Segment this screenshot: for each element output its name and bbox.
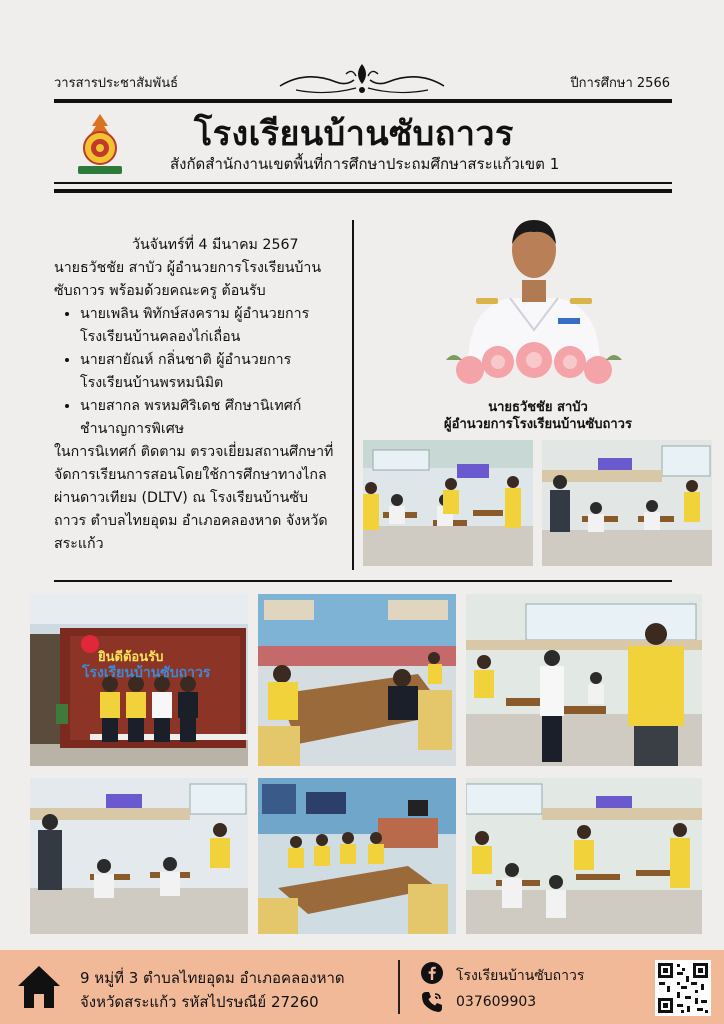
guest-item: • นายสากล พรหมศิริเดช ศึกษานิเทศก์ชำนาญการพิเศษ [80,395,334,441]
date-line: วันจันทร์ที่ 4 มีนาคม 2567 [132,237,299,253]
classroom-photo [363,440,533,566]
header-rule-1 [54,182,672,184]
affiliation: สังกัดสำนักงานเขตพื้นที่การศึกษาประถมศึกษาสระแก้วเขต 1 [170,155,560,173]
header-rule-2 [54,189,672,193]
header-rule-top [54,99,672,103]
classroom-visit-photo [466,594,702,766]
phone-icon[interactable] [420,990,444,1014]
guest-list [54,303,334,441]
classroom-photo [30,778,248,934]
portrait-role: ผู้อำนวยการโรงเรียนบ้านซับถาวร [444,417,632,432]
welcome-sign-line2: โรงเรียนบ้านซับถาวร [82,665,211,681]
guest-item: • นายเพลิน พิทักษ์สงคราม ผู้อำนวยการโรงเรียนบ้านคลองไก่เถื่อน [80,303,334,349]
address-line-2: จังหวัดสระแก้ว รหัสไปรษณีย์ 27260 [80,993,319,1011]
meeting-photo [258,594,456,766]
newsletter-label: วารสารประชาสัมพันธ์ [54,76,179,91]
meeting-photo [258,778,456,934]
qr-code[interactable] [655,960,711,1016]
welcome-sign-line1: ยินดีต้อนรับ [98,650,164,665]
home-icon [14,962,64,1012]
purpose-text: ในการนิเทศก์ ติดตาม ตรวจเยี่ยมสถานศึกษาที่จัดการเรียนการสอนโดยใช้การศึกษาทางไกลผ่านดาวเทียม (DLTV) ณ โรงเรียนบ้านซับถาวร ตำบลไทยอุดม อำเภอคลองหาด จังหวัดสระแก้ว [54,444,334,552]
article-body [54,234,334,556]
year-label: ปีการศึกษา 2566 [570,76,670,91]
facebook-page-name[interactable]: โรงเรียนบ้านซับถาวร [456,968,585,984]
guest-item: • นายสายัณห์ กลิ่นชาติ ผู้อำนวยการโรงเรียนบ้านพรหมนิมิต [80,349,334,395]
school-name: โรงเรียนบ้านซับถาวร [194,114,514,154]
school-logo [74,112,126,178]
intro-text: นายธวัชชัย สาบัว ผู้อำนวยการโรงเรียนบ้านซับถาวร พร้อมด้วยคณะครู ต้อนรับ [54,260,322,299]
footer-divider [398,960,400,1014]
address-line-1: 9 หมู่ที่ 3 ตำบลไทยอุดม อำเภอคลองหาด [80,969,345,987]
ornament-icon [276,60,448,98]
classroom-photo [466,778,702,934]
welcome-sign-photo [30,594,248,766]
portrait-name: นายธวัชชัย สาบัว [488,400,588,415]
column-divider [352,220,354,570]
director-portrait [440,210,628,390]
facebook-icon[interactable] [420,961,444,985]
section-divider [54,580,672,582]
classroom-photo [542,440,712,566]
phone-number[interactable]: 037609903 [456,994,537,1010]
